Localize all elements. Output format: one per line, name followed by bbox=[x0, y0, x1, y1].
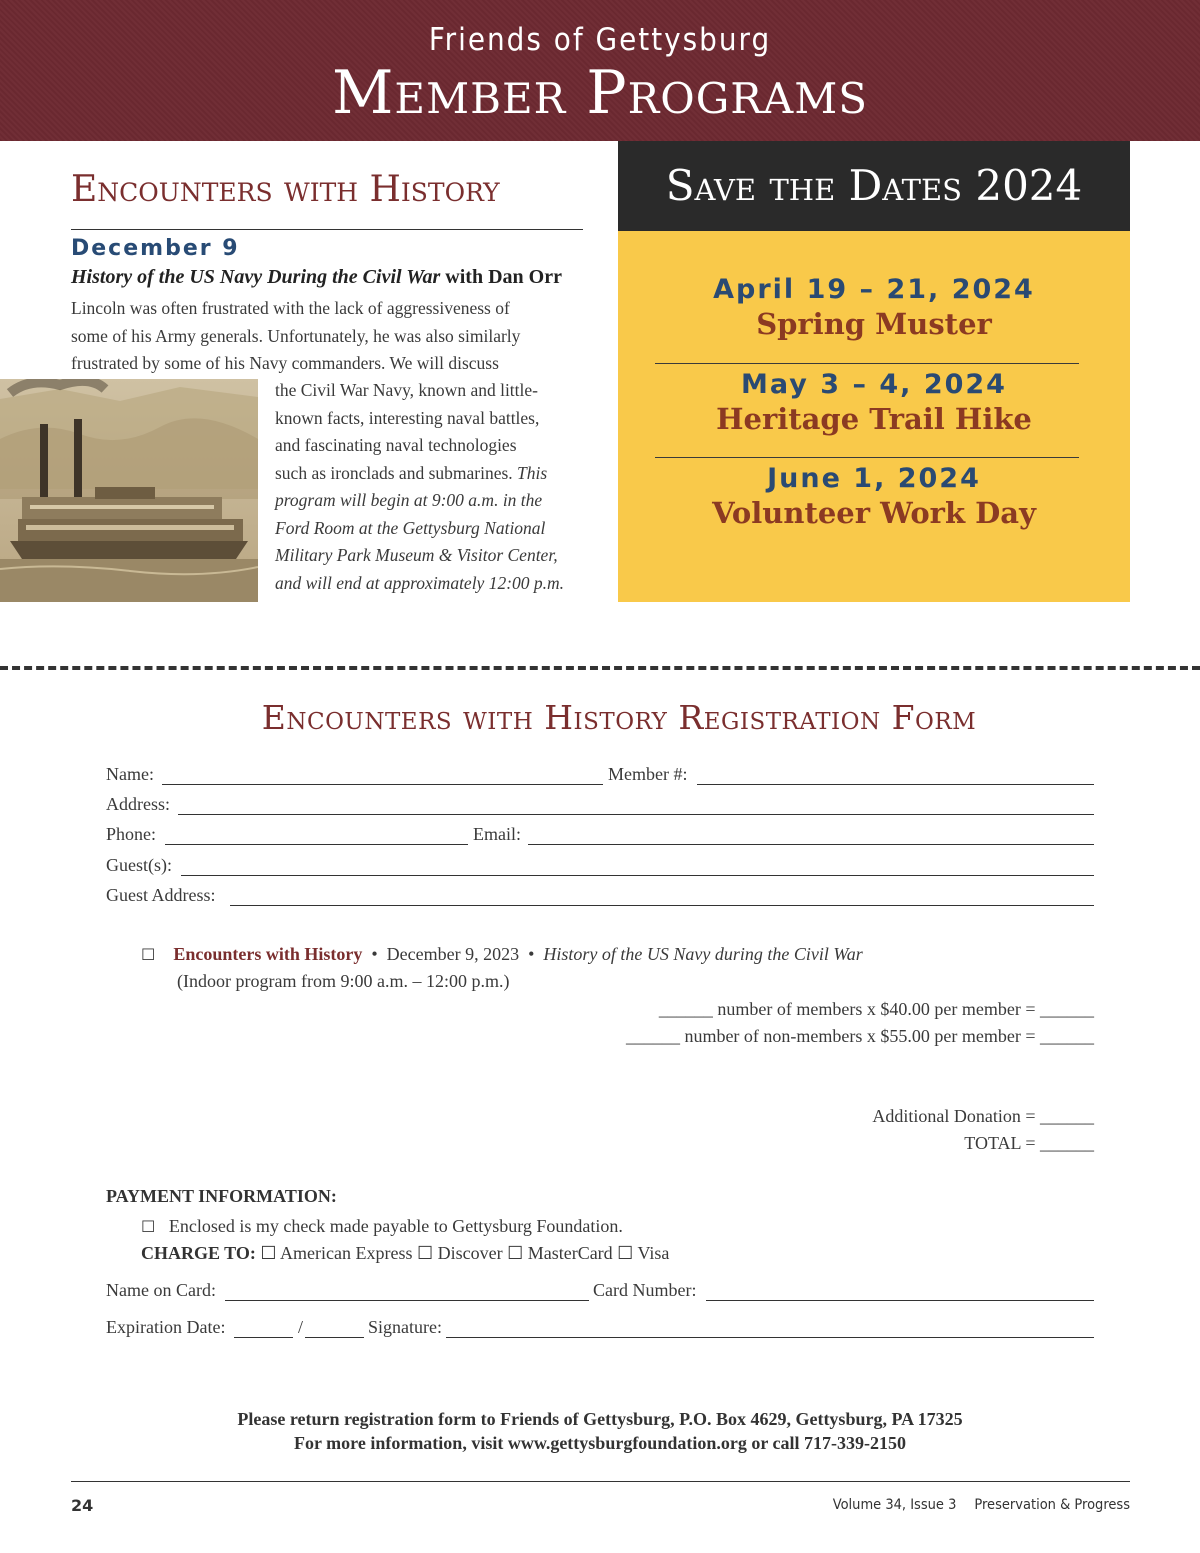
body-line: the Civil War Navy, known and little- bbox=[275, 380, 538, 400]
guest-address-field[interactable] bbox=[106, 885, 1094, 911]
event-volunteer-work-day bbox=[618, 462, 1130, 530]
volume-issue: Volume 34, Issue 3 bbox=[832, 1497, 957, 1513]
member-number-input-line[interactable] bbox=[697, 784, 1094, 785]
member-number-label: Member #: bbox=[608, 764, 688, 784]
expiration-label: Expiration Date: bbox=[106, 1317, 226, 1337]
signature-input-line[interactable] bbox=[446, 1337, 1094, 1338]
event-name: Volunteer Work Day bbox=[712, 496, 1036, 530]
body-line: and fascinating naval technologies bbox=[275, 435, 517, 455]
event-spring-muster bbox=[618, 273, 1130, 341]
name-on-card-input-line[interactable] bbox=[225, 1300, 589, 1301]
body-line: some of his Army generals. Unfortunately, he was also similarly bbox=[71, 325, 521, 346]
body-line-italic bbox=[275, 515, 587, 543]
event-name: Heritage Trail Hike bbox=[716, 402, 1032, 436]
name-on-card-label: Name on Card: bbox=[106, 1280, 216, 1300]
phone-label: Phone: bbox=[106, 824, 157, 844]
card-number-field[interactable] bbox=[593, 1280, 1094, 1306]
name-input-line[interactable] bbox=[162, 784, 603, 785]
name-on-card-field[interactable] bbox=[106, 1280, 589, 1306]
encounters-divider bbox=[71, 229, 583, 230]
program-time: (Indoor program from 9:00 a.m. – 12:00 p.m.) bbox=[177, 971, 510, 991]
publication-name: Preservation & Progress bbox=[974, 1497, 1130, 1513]
donation-calc[interactable]: Additional Donation = ______ bbox=[872, 1106, 1094, 1126]
steamboat-illustration bbox=[0, 379, 258, 602]
page-header bbox=[0, 0, 1200, 141]
italic-text: Ford Room at the Gettysburg National bbox=[275, 517, 546, 538]
event-divider bbox=[655, 457, 1079, 458]
body-line-italic bbox=[275, 487, 587, 515]
expiration-signature-row bbox=[106, 1317, 1094, 1343]
body-line bbox=[275, 460, 587, 488]
members-calc[interactable]: ______ number of members x $40.00 per member = ______ bbox=[658, 999, 1094, 1019]
dashed-cut-line bbox=[0, 666, 1200, 670]
program-option-date: December 9, 2023 bbox=[386, 944, 520, 964]
steamboat-photo bbox=[0, 379, 258, 602]
signature-field[interactable] bbox=[368, 1317, 1094, 1343]
program-option-title: History of the US Navy during the Civil War bbox=[543, 944, 863, 964]
program-title-text: History of the US Navy During the Civil War bbox=[71, 266, 441, 288]
publication-info bbox=[833, 1497, 1130, 1513]
expiration-field[interactable] bbox=[106, 1317, 364, 1343]
member-number-field[interactable] bbox=[608, 764, 1094, 790]
program-option bbox=[141, 941, 863, 968]
encounters-body bbox=[71, 295, 583, 378]
encounters-title: Encounters with History bbox=[71, 169, 500, 210]
body-line-italic bbox=[275, 542, 587, 570]
guests-label: Guest(s): bbox=[106, 855, 172, 875]
header-org: Friends of Gettysburg bbox=[428, 22, 772, 58]
event-heritage-trail-hike bbox=[618, 368, 1130, 436]
card-row bbox=[106, 1280, 1094, 1306]
event-name: Spring Muster bbox=[756, 307, 992, 341]
italic-text: and will end at approximately 12:00 p.m. bbox=[275, 572, 565, 593]
name-field[interactable] bbox=[106, 764, 603, 790]
check-payment-option bbox=[141, 1213, 623, 1240]
event-divider bbox=[655, 363, 1079, 364]
encounters-body-continued bbox=[275, 377, 587, 597]
name-member-row bbox=[106, 764, 1094, 790]
total-calc[interactable]: TOTAL = ______ bbox=[964, 1133, 1094, 1153]
phone-input-line[interactable] bbox=[165, 844, 468, 845]
expiration-month-line[interactable] bbox=[234, 1337, 293, 1338]
body-line: Lincoln was often frustrated with the lack of aggressiveness of bbox=[71, 298, 510, 318]
payment-heading: PAYMENT INFORMATION: bbox=[106, 1186, 337, 1206]
guests-field[interactable] bbox=[106, 855, 1094, 881]
card-number-label: Card Number: bbox=[593, 1280, 697, 1300]
more-info: For more information, visit www.gettysburgfoundation.org or call 717-339-2150 bbox=[294, 1433, 906, 1453]
card-type-options[interactable]: ☐ American Express ☐ Discover ☐ MasterCard ☐ Visa bbox=[260, 1243, 670, 1263]
email-label: Email: bbox=[473, 824, 521, 844]
address-input-line[interactable] bbox=[178, 814, 1094, 815]
body-line: known facts, interesting naval battles, bbox=[275, 407, 540, 428]
save-the-dates-box bbox=[618, 141, 1130, 602]
card-number-input-line[interactable] bbox=[706, 1300, 1094, 1301]
check-payment-text: Enclosed is my check made payable to Gettysburg Foundation. bbox=[168, 1216, 623, 1236]
program-option-name: Encounters with History bbox=[173, 944, 363, 964]
program-checkbox[interactable]: ☐ bbox=[141, 945, 156, 964]
address-row bbox=[106, 794, 1094, 820]
event-date: May 3 – 4, 2024 bbox=[741, 369, 1007, 400]
program-presenter: with Dan Orr bbox=[440, 266, 562, 288]
registration-form-title: Encounters with History Registration Form bbox=[261, 698, 977, 737]
charge-to-label: CHARGE TO: bbox=[141, 1243, 256, 1263]
phone-email-row bbox=[106, 824, 1094, 850]
return-address: Please return registration form to Friends of Gettysburg, P.O. Box 4629, Gettysburg, PA 17325 bbox=[237, 1409, 963, 1429]
expiration-separator: / bbox=[298, 1317, 304, 1337]
body-line: frustrated by some of his Navy commanders. We will discuss bbox=[71, 353, 499, 373]
check-payment-checkbox[interactable]: ☐ bbox=[141, 1217, 156, 1236]
name-label: Name: bbox=[106, 764, 154, 784]
italic-text: program will begin at 9:00 a.m. in the bbox=[275, 490, 543, 510]
email-input-line[interactable] bbox=[528, 844, 1094, 845]
guest-address-row bbox=[106, 885, 1094, 911]
bullet: • bbox=[371, 944, 378, 964]
encounters-program-title bbox=[71, 266, 562, 289]
guests-row bbox=[106, 855, 1094, 881]
return-instructions bbox=[0, 1407, 1200, 1455]
save-the-dates-title: Save the Dates 2024 bbox=[618, 141, 1130, 231]
bullet: • bbox=[528, 944, 535, 964]
guests-input-line[interactable] bbox=[181, 875, 1094, 876]
email-field[interactable] bbox=[473, 824, 1094, 850]
header-title: Member Programs bbox=[331, 58, 869, 128]
guest-address-label: Guest Address: bbox=[106, 885, 216, 905]
phone-field[interactable] bbox=[106, 824, 468, 850]
expiration-year-line[interactable] bbox=[305, 1337, 364, 1338]
address-field[interactable] bbox=[106, 794, 1094, 820]
italic-text: Military Park Museum & Visitor Center, bbox=[275, 545, 558, 565]
body-text: such as ironclads and submarines. bbox=[275, 462, 518, 483]
address-label: Address: bbox=[106, 794, 170, 814]
event-date: April 19 – 21, 2024 bbox=[713, 274, 1035, 305]
charge-to-row bbox=[141, 1240, 669, 1266]
event-date: June 1, 2024 bbox=[767, 463, 981, 494]
page-number: 24 bbox=[71, 1496, 94, 1515]
encounters-date: December 9 bbox=[71, 236, 240, 261]
body-line-italic bbox=[275, 570, 587, 598]
guest-address-input-line[interactable] bbox=[230, 905, 1094, 906]
footer-divider bbox=[71, 1481, 1130, 1482]
non-members-calc[interactable]: ______ number of non-members x $55.00 per member = ______ bbox=[625, 1026, 1094, 1046]
italic-start: This bbox=[517, 462, 548, 483]
signature-label: Signature: bbox=[368, 1317, 442, 1337]
